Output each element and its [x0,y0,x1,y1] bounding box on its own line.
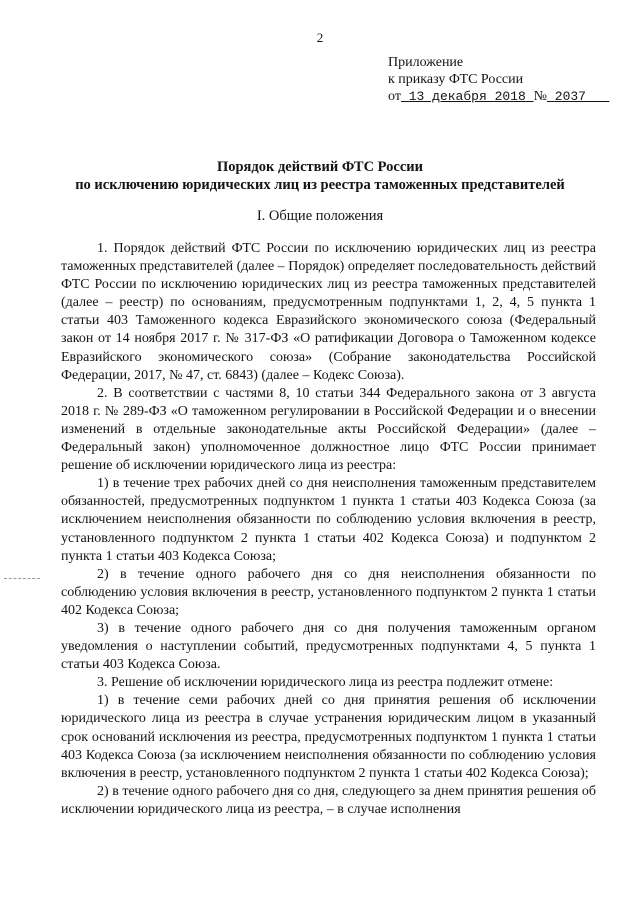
paragraph-1: 1. Порядок действий ФТС России по исключению юридических лиц из реестра таможенных представителей (далее – Порядок) определяет последовательность действий ФТС России по исключению юридических лиц из реестра таможенных представителей (далее – реестр) по основаниям, предусмотренным подпунктами 1, 2, 4, 5 пункта 1 статьи 403 Таможенного кодекса Евразийского экономического союза (Федеральный закон от 14 ноября 2017 г. № 317-ФЗ «О ратификации Договора о Таможенном кодексе Евразийского экономического союза» (Собрание законодательства Российской Федерации, 2017, № 47, ст. 6843) (далее – Кодекс Союза). [61,241,596,383]
paragraph-2-item-3: 3) в течение одного рабочего дня со дня получения таможенным органом уведомления о наступлении событий, предусмотренных подпунктами 4, 5 пункта 1 статьи 403 Кодекса Союза. [61,620,596,673]
document-title [0,158,640,194]
scan-edge-mark [4,578,40,579]
document-title-line-1: Порядок действий ФТС России [216,159,424,175]
annex-header [388,54,609,105]
annex-date-line [388,88,609,105]
annex-number-sign: № [533,89,547,104]
page-number: 2 [316,30,324,45]
document-title-line-2: по исключению юридических лиц из реестра таможенных представителей [75,177,565,193]
document-body [61,240,596,819]
annex-date-prefix: от [388,89,401,104]
paragraph-2: 2. В соответствии с частями 8, 10 статьи 344 Федерального закона от 3 августа 2018 г. № 289-ФЗ «О таможенном регулировании в Российской Федерации и о внесении изменений в отдельные законодательные акты Российской Федерации» (далее – Федеральный закон) уполномоченное должностное лицо ФТС России принимает решение об исключении юридического лица из реестра: [61,385,596,474]
paragraph-2-item-2: 2) в течение одного рабочего дня со дня неисполнения обязанности по соблюдению условия включения в реестр, установленного подпунктом 2 пункта 1 статьи 402 Кодекса Союза; [61,566,596,618]
annex-order-reference: к приказу ФТС России [388,72,524,87]
section-heading: I. Общие положения [256,208,384,224]
annex-date-text: 13 декабря 2018 [408,89,526,104]
annex-date-value [401,89,534,104]
paragraph-3: 3. Решение об исключении юридического лица из реестра подлежит отмене: [97,675,554,691]
annex-number-text: 2037 [554,89,586,104]
paragraph-2-item-1: 1) в течение трех рабочих дней со дня неисполнения таможенным представителем обязанностей, предусмотренных подпунктом 1 пункта 1 статьи 403 Кодекса Союза (за исключением неисполнения обязанности по соблюдению условия включения в реестр, установленного подпунктом 2 пункта 1 статьи 402 Кодекса Союза) и подпунктом 2 пункта 1 статьи 403 Кодекса Союза; [61,476,596,564]
paragraph-3-item-2: 2) в течение одного рабочего дня со дня, следующего за днем принятия решения об исключении юридического лица из реестра, – в случае исполнения [61,783,596,817]
annex-label: Приложение [388,55,464,70]
annex-number-value [547,89,609,104]
paragraph-3-item-1: 1) в течение семи рабочих дней со дня принятия решения об исключении юридического лица из реестра в случае устранения юридическим лицом в указанный срок оснований исключения из реестра, предусмотренных подпунктом 1 пункта 1 статьи 403 Кодекса Союза (за исключением неисполнения обязанности по соблюдению условия включения в реестр, установленного подпунктом 2 пункта 1 статьи 402 Кодекса Союза); [61,693,596,781]
